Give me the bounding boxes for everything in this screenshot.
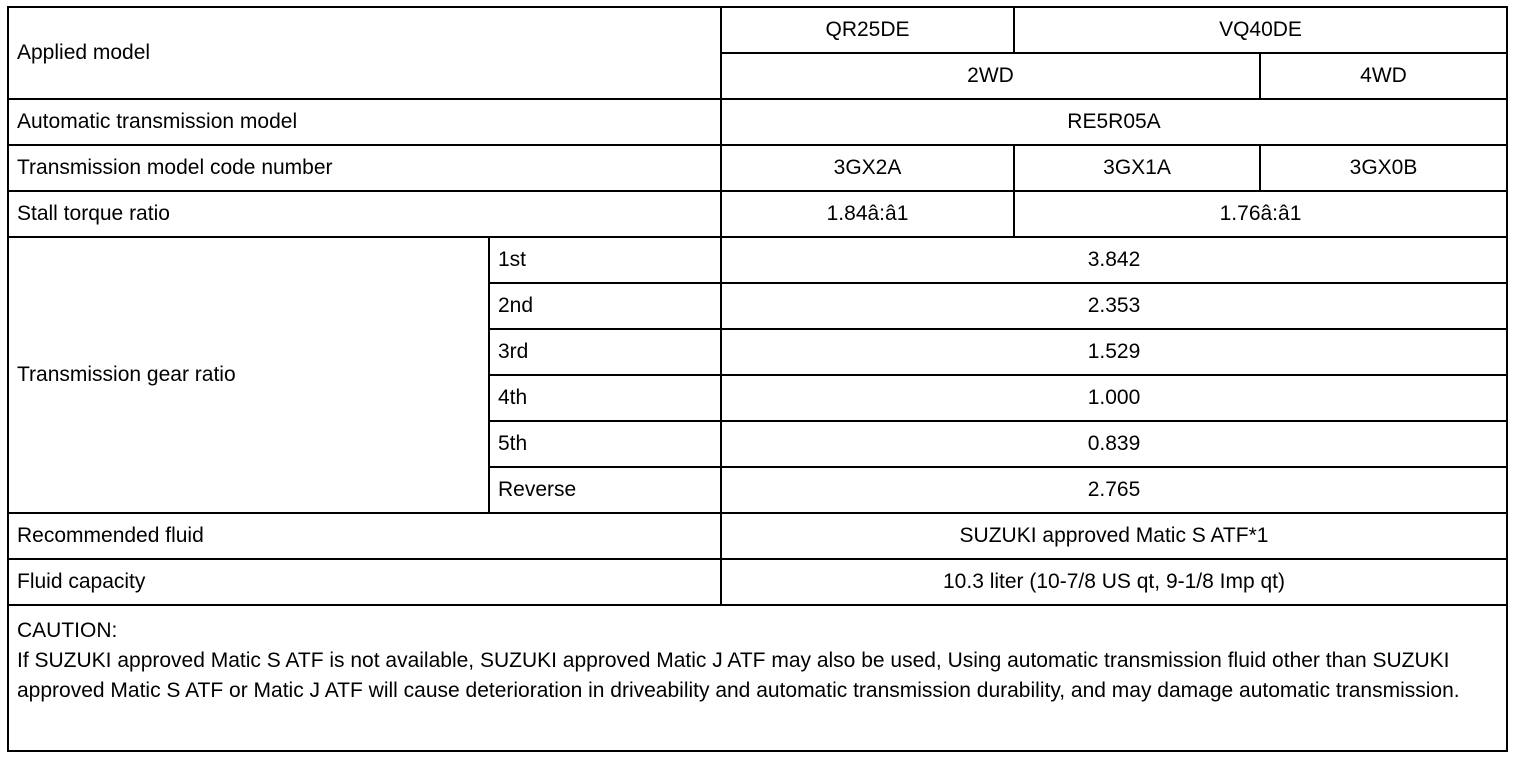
code-3gx1a: 3GX1A xyxy=(1014,145,1260,191)
recommended-fluid-value: SUZUKI approved Matic S ATF*1 xyxy=(721,513,1507,559)
gear-name: Reverse xyxy=(489,467,721,513)
engine-qr25de: QR25DE xyxy=(721,7,1014,53)
recommended-fluid-label: Recommended fluid xyxy=(8,513,721,559)
table-row xyxy=(8,99,1507,145)
gear-name: 1st xyxy=(489,237,721,283)
gear-ratio-label: Transmission gear ratio xyxy=(8,237,489,513)
drive-4wd: 4WD xyxy=(1260,53,1507,99)
at-model-label: Automatic transmission model xyxy=(8,99,721,145)
code-number-label: Transmission model code number xyxy=(8,145,721,191)
table-row xyxy=(8,559,1507,605)
specifications-table xyxy=(7,6,1508,752)
gear-ratio-value: 2.765 xyxy=(721,467,1507,513)
table-row xyxy=(8,605,1507,751)
gear-ratio-value: 3.842 xyxy=(721,237,1507,283)
code-3gx2a: 3GX2A xyxy=(721,145,1014,191)
caution-note xyxy=(8,605,1507,751)
drive-2wd: 2WD xyxy=(721,53,1260,99)
code-3gx0b: 3GX0B xyxy=(1260,145,1507,191)
gear-ratio-value: 2.353 xyxy=(721,283,1507,329)
table-row xyxy=(8,145,1507,191)
gear-ratio-value: 1.529 xyxy=(721,329,1507,375)
table-row xyxy=(8,191,1507,237)
table-row xyxy=(8,513,1507,559)
fluid-capacity-value: 10.3 liter (10-7/8 US qt, 9-1/8 Imp qt) xyxy=(721,559,1507,605)
gear-name: 2nd xyxy=(489,283,721,329)
stall-torque-label: Stall torque ratio xyxy=(8,191,721,237)
applied-model-label: Applied model xyxy=(8,7,721,99)
gear-ratio-value: 1.000 xyxy=(721,375,1507,421)
fluid-capacity-label: Fluid capacity xyxy=(8,559,721,605)
stall-torque-2wd-qr: 1.84â:â1 xyxy=(721,191,1014,237)
at-model-value: RE5R05A xyxy=(721,99,1507,145)
table-row xyxy=(8,7,1507,53)
gear-name: 5th xyxy=(489,421,721,467)
stall-torque-vq: 1.76â:â1 xyxy=(1014,191,1507,237)
gear-ratio-value: 0.839 xyxy=(721,421,1507,467)
caution-text: If SUZUKI approved Matic S ATF is not available, SUZUKI approved Matic J ATF may also be used, Using automatic transmission fluid other than SUZUKI approved Matic S ATF or Matic J ATF will cause deterioration in driveability and automatic transmission durability, and may damage automatic transmission. xyxy=(17,649,1460,702)
gear-name: 3rd xyxy=(489,329,721,375)
caution-title: CAUTION: xyxy=(17,619,118,642)
gear-name: 4th xyxy=(489,375,721,421)
table-row xyxy=(8,237,1507,283)
engine-vq40de: VQ40DE xyxy=(1014,7,1507,53)
